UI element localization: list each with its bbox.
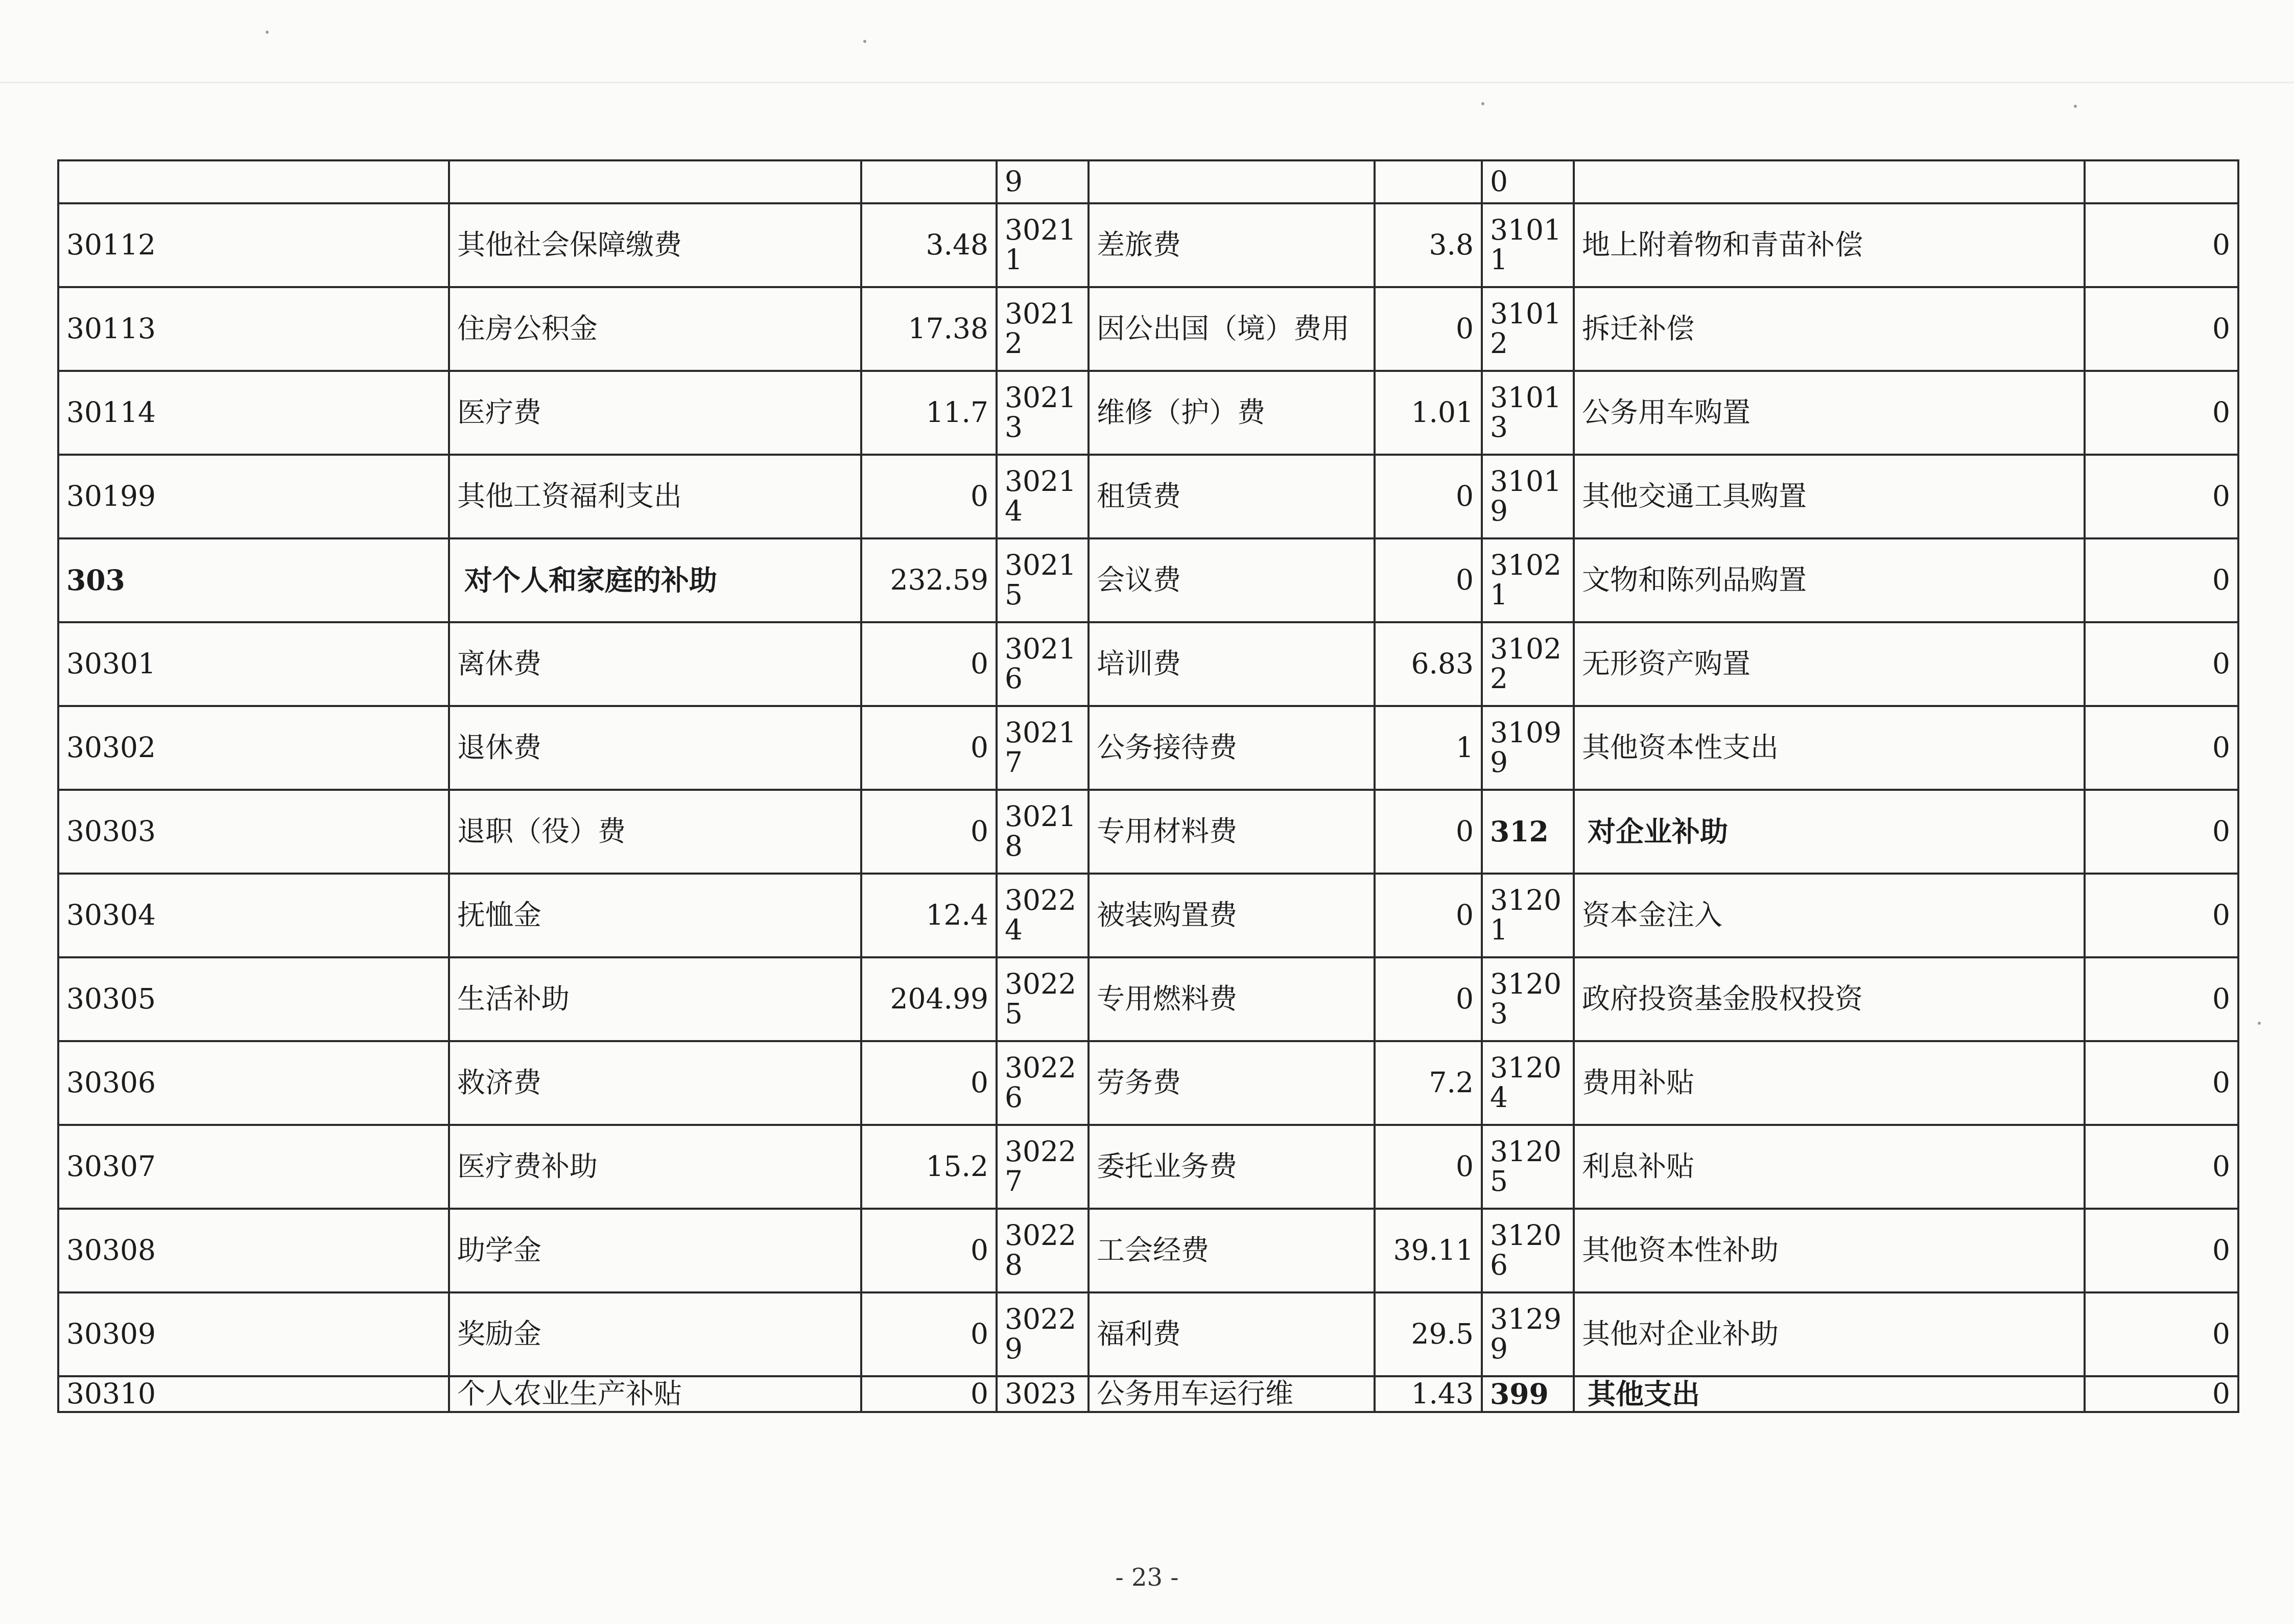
item-amount-cell: 0 bbox=[861, 706, 997, 790]
item-name-cell: 助学金 bbox=[449, 1209, 861, 1292]
item-code-cell: 30307 bbox=[58, 1125, 449, 1209]
item-name-cell: 对个人和家庭的补助 bbox=[449, 538, 861, 622]
capital-code-cell: 3102 2 bbox=[1482, 622, 1574, 706]
goods-services-code-cell: 3022 4 bbox=[997, 874, 1089, 957]
goods-services-code-cell: 3021 3 bbox=[997, 371, 1089, 455]
capital-amount-cell: 0 bbox=[2085, 371, 2238, 455]
table-row bbox=[58, 1376, 2238, 1412]
item-code-cell: 30112 bbox=[58, 203, 449, 287]
page-number: - 23 - bbox=[1115, 1563, 1179, 1592]
goods-services-name-cell: 专用材料费 bbox=[1089, 790, 1375, 874]
item-code-cell: 30302 bbox=[58, 706, 449, 790]
capital-name-cell: 政府投资基金股权投资 bbox=[1574, 957, 2085, 1041]
table-row bbox=[58, 1209, 2238, 1292]
capital-code-cell: 3101 9 bbox=[1482, 455, 1574, 538]
item-amount-cell: 15.2 bbox=[861, 1125, 997, 1209]
item-code-cell bbox=[58, 160, 449, 203]
item-code-cell: 303 bbox=[58, 538, 449, 622]
goods-services-amount-cell: 0 bbox=[1375, 790, 1482, 874]
capital-name-cell: 拆迁补偿 bbox=[1574, 287, 2085, 371]
capital-amount-cell: 0 bbox=[2085, 874, 2238, 957]
goods-services-name-cell bbox=[1089, 160, 1375, 203]
capital-name-cell: 其他资本性补助 bbox=[1574, 1209, 2085, 1292]
goods-services-code-cell: 3021 8 bbox=[997, 790, 1089, 874]
goods-services-code-cell: 3021 7 bbox=[997, 706, 1089, 790]
goods-services-name-cell: 会议费 bbox=[1089, 538, 1375, 622]
capital-code-cell: 399 bbox=[1482, 1376, 1574, 1412]
capital-name-cell: 公务用车购置 bbox=[1574, 371, 2085, 455]
goods-services-code-cell: 3022 8 bbox=[997, 1209, 1089, 1292]
table-row bbox=[58, 706, 2238, 790]
capital-code-cell: 312 bbox=[1482, 790, 1574, 874]
item-amount-cell: 0 bbox=[861, 1292, 997, 1376]
table-row bbox=[58, 455, 2238, 538]
capital-amount-cell: 0 bbox=[2085, 538, 2238, 622]
goods-services-name-cell: 工会经费 bbox=[1089, 1209, 1375, 1292]
goods-services-amount-cell: 0 bbox=[1375, 874, 1482, 957]
item-code-cell: 30301 bbox=[58, 622, 449, 706]
item-amount-cell: 0 bbox=[861, 622, 997, 706]
item-amount-cell: 0 bbox=[861, 790, 997, 874]
capital-amount-cell: 0 bbox=[2085, 706, 2238, 790]
capital-name-cell: 利息补贴 bbox=[1574, 1125, 2085, 1209]
capital-amount-cell: 0 bbox=[2085, 790, 2238, 874]
item-name-cell: 退职（役）费 bbox=[449, 790, 861, 874]
goods-services-amount-cell: 3.8 bbox=[1375, 203, 1482, 287]
scan-artifact-line bbox=[0, 82, 2294, 83]
capital-name-cell: 地上附着物和青苗补偿 bbox=[1574, 203, 2085, 287]
capital-code-cell: 3109 9 bbox=[1482, 706, 1574, 790]
capital-name-cell: 其他交通工具购置 bbox=[1574, 455, 2085, 538]
goods-services-code-cell: 3022 7 bbox=[997, 1125, 1089, 1209]
capital-code-cell: 3102 1 bbox=[1482, 538, 1574, 622]
scan-speck bbox=[266, 31, 269, 34]
goods-services-name-cell: 专用燃料费 bbox=[1089, 957, 1375, 1041]
item-name-cell: 离休费 bbox=[449, 622, 861, 706]
goods-services-name-cell: 培训费 bbox=[1089, 622, 1375, 706]
item-amount-cell: 11.7 bbox=[861, 371, 997, 455]
item-amount-cell: 0 bbox=[861, 455, 997, 538]
capital-amount-cell: 0 bbox=[2085, 1125, 2238, 1209]
goods-services-amount-cell bbox=[1375, 160, 1482, 203]
item-code-cell: 30304 bbox=[58, 874, 449, 957]
capital-amount-cell: 0 bbox=[2085, 1376, 2238, 1412]
capital-amount-cell: 0 bbox=[2085, 957, 2238, 1041]
goods-services-name-cell: 差旅费 bbox=[1089, 203, 1375, 287]
goods-services-code-cell: 3022 9 bbox=[997, 1292, 1089, 1376]
goods-services-name-cell: 劳务费 bbox=[1089, 1041, 1375, 1125]
goods-services-code-cell: 3023 bbox=[997, 1376, 1089, 1412]
item-name-cell: 医疗费补助 bbox=[449, 1125, 861, 1209]
table-row bbox=[58, 790, 2238, 874]
item-name-cell: 生活补助 bbox=[449, 957, 861, 1041]
item-code-cell: 30305 bbox=[58, 957, 449, 1041]
capital-amount-cell: 0 bbox=[2085, 622, 2238, 706]
goods-services-code-cell: 9 bbox=[997, 160, 1089, 203]
capital-amount-cell: 0 bbox=[2085, 1292, 2238, 1376]
capital-code-cell: 3120 6 bbox=[1482, 1209, 1574, 1292]
goods-services-amount-cell: 0 bbox=[1375, 957, 1482, 1041]
item-amount-cell: 0 bbox=[861, 1376, 997, 1412]
item-name-cell: 个人农业生产补贴 bbox=[449, 1376, 861, 1412]
table-row bbox=[58, 371, 2238, 455]
goods-services-amount-cell: 0 bbox=[1375, 538, 1482, 622]
goods-services-amount-cell: 29.5 bbox=[1375, 1292, 1482, 1376]
item-amount-cell: 0 bbox=[861, 1209, 997, 1292]
item-name-cell bbox=[449, 160, 861, 203]
item-name-cell: 医疗费 bbox=[449, 371, 861, 455]
capital-code-cell: 3120 3 bbox=[1482, 957, 1574, 1041]
capital-code-cell: 0 bbox=[1482, 160, 1574, 203]
table-row bbox=[58, 287, 2238, 371]
goods-services-name-cell: 委托业务费 bbox=[1089, 1125, 1375, 1209]
capital-name-cell: 其他资本性支出 bbox=[1574, 706, 2085, 790]
item-code-cell: 30309 bbox=[58, 1292, 449, 1376]
capital-code-cell: 3120 5 bbox=[1482, 1125, 1574, 1209]
item-code-cell: 30114 bbox=[58, 371, 449, 455]
goods-services-code-cell: 3021 5 bbox=[997, 538, 1089, 622]
goods-services-name-cell: 租赁费 bbox=[1089, 455, 1375, 538]
item-code-cell: 30308 bbox=[58, 1209, 449, 1292]
capital-name-cell: 对企业补助 bbox=[1574, 790, 2085, 874]
item-code-cell: 30199 bbox=[58, 455, 449, 538]
item-name-cell: 奖励金 bbox=[449, 1292, 861, 1376]
capital-code-cell: 3101 3 bbox=[1482, 371, 1574, 455]
capital-amount-cell: 0 bbox=[2085, 287, 2238, 371]
capital-name-cell: 无形资产购置 bbox=[1574, 622, 2085, 706]
item-amount-cell: 17.38 bbox=[861, 287, 997, 371]
item-name-cell: 救济费 bbox=[449, 1041, 861, 1125]
capital-code-cell: 3129 9 bbox=[1482, 1292, 1574, 1376]
table-row bbox=[58, 874, 2238, 957]
item-amount-cell bbox=[861, 160, 997, 203]
capital-amount-cell: 0 bbox=[2085, 203, 2238, 287]
capital-name-cell: 资本金注入 bbox=[1574, 874, 2085, 957]
capital-amount-cell: 0 bbox=[2085, 1209, 2238, 1292]
goods-services-amount-cell: 0 bbox=[1375, 287, 1482, 371]
goods-services-amount-cell: 7.2 bbox=[1375, 1041, 1482, 1125]
capital-amount-cell bbox=[2085, 160, 2238, 203]
capital-code-cell: 3101 1 bbox=[1482, 203, 1574, 287]
capital-name-cell: 文物和陈列品购置 bbox=[1574, 538, 2085, 622]
goods-services-code-cell: 3021 6 bbox=[997, 622, 1089, 706]
goods-services-amount-cell: 0 bbox=[1375, 455, 1482, 538]
goods-services-code-cell: 3021 2 bbox=[997, 287, 1089, 371]
scan-speck bbox=[863, 40, 866, 43]
capital-name-cell: 其他支出 bbox=[1574, 1376, 2085, 1412]
item-amount-cell: 232.59 bbox=[861, 538, 997, 622]
goods-services-code-cell: 3022 5 bbox=[997, 957, 1089, 1041]
capital-code-cell: 3120 4 bbox=[1482, 1041, 1574, 1125]
item-amount-cell: 12.4 bbox=[861, 874, 997, 957]
item-amount-cell: 3.48 bbox=[861, 203, 997, 287]
item-code-cell: 30113 bbox=[58, 287, 449, 371]
scan-speck bbox=[2074, 105, 2077, 108]
capital-name-cell bbox=[1574, 160, 2085, 203]
capital-amount-cell: 0 bbox=[2085, 1041, 2238, 1125]
scan-speck bbox=[1481, 102, 1484, 105]
item-name-cell: 其他工资福利支出 bbox=[449, 455, 861, 538]
capital-name-cell: 费用补贴 bbox=[1574, 1041, 2085, 1125]
capital-name-cell: 其他对企业补助 bbox=[1574, 1292, 2085, 1376]
table-row bbox=[58, 1292, 2238, 1376]
table-row bbox=[58, 622, 2238, 706]
item-name-cell: 抚恤金 bbox=[449, 874, 861, 957]
capital-code-cell: 3101 2 bbox=[1482, 287, 1574, 371]
item-name-cell: 住房公积金 bbox=[449, 287, 861, 371]
goods-services-code-cell: 3022 6 bbox=[997, 1041, 1089, 1125]
table-row bbox=[58, 203, 2238, 287]
item-name-cell: 其他社会保障缴费 bbox=[449, 203, 861, 287]
goods-services-amount-cell: 6.83 bbox=[1375, 622, 1482, 706]
capital-code-cell: 3120 1 bbox=[1482, 874, 1574, 957]
table-row bbox=[58, 160, 2238, 203]
scan-speck bbox=[2258, 1022, 2261, 1025]
goods-services-code-cell: 3021 1 bbox=[997, 203, 1089, 287]
goods-services-name-cell: 被装购置费 bbox=[1089, 874, 1375, 957]
goods-services-name-cell: 公务用车运行维 bbox=[1089, 1376, 1375, 1412]
goods-services-name-cell: 福利费 bbox=[1089, 1292, 1375, 1376]
item-code-cell: 30306 bbox=[58, 1041, 449, 1125]
expenditure-table bbox=[57, 159, 2239, 1413]
item-amount-cell: 204.99 bbox=[861, 957, 997, 1041]
goods-services-amount-cell: 1.43 bbox=[1375, 1376, 1482, 1412]
table-row bbox=[58, 1125, 2238, 1209]
capital-amount-cell: 0 bbox=[2085, 455, 2238, 538]
item-code-cell: 30310 bbox=[58, 1376, 449, 1412]
table-row bbox=[58, 1041, 2238, 1125]
goods-services-amount-cell: 1.01 bbox=[1375, 371, 1482, 455]
item-amount-cell: 0 bbox=[861, 1041, 997, 1125]
goods-services-name-cell: 因公出国（境）费用 bbox=[1089, 287, 1375, 371]
item-code-cell: 30303 bbox=[58, 790, 449, 874]
table-row bbox=[58, 538, 2238, 622]
goods-services-amount-cell: 0 bbox=[1375, 1125, 1482, 1209]
item-name-cell: 退休费 bbox=[449, 706, 861, 790]
table-row bbox=[58, 957, 2238, 1041]
goods-services-amount-cell: 1 bbox=[1375, 706, 1482, 790]
goods-services-name-cell: 维修（护）费 bbox=[1089, 371, 1375, 455]
goods-services-amount-cell: 39.11 bbox=[1375, 1209, 1482, 1292]
goods-services-name-cell: 公务接待费 bbox=[1089, 706, 1375, 790]
goods-services-code-cell: 3021 4 bbox=[997, 455, 1089, 538]
